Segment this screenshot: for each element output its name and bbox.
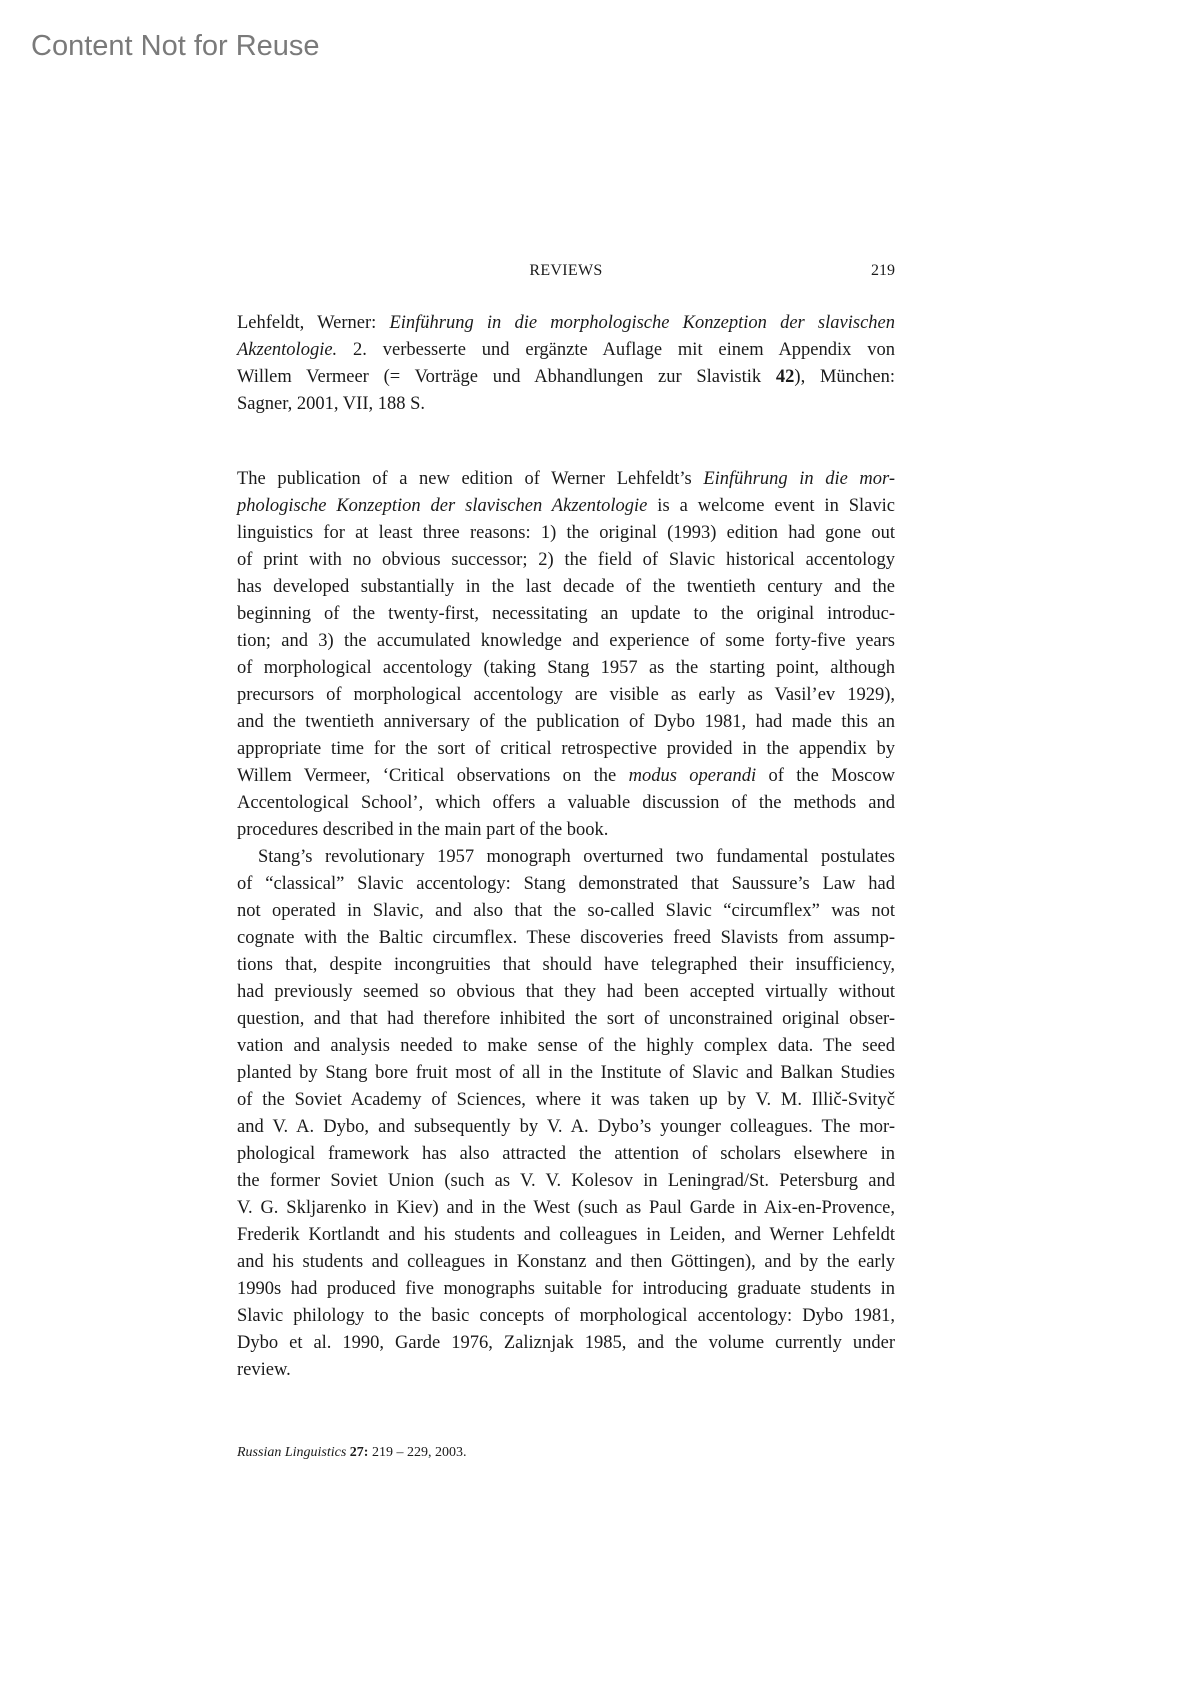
text-segment: question, and that had therefore inhibited the sort of unconstrained original obser-	[237, 1009, 895, 1029]
running-head	[237, 262, 895, 286]
text-segment: Frederik Kortlandt and his students and colleagues in Leiden, and Werner Lehfeldt	[237, 1225, 895, 1245]
text-line	[237, 1330, 895, 1357]
text-line	[237, 952, 895, 979]
text-line	[237, 1114, 895, 1141]
text-line	[237, 574, 895, 601]
text-segment: 2. verbesserte und ergänzte Auflage mit einem Appendix von	[337, 340, 895, 360]
text-line	[237, 1006, 895, 1033]
text-segment: Slavic philology to the basic concepts of morphological accentology: Dybo 1981,	[237, 1306, 895, 1326]
text-line	[237, 1195, 895, 1222]
text-segment: phological framework has also attracted the attention of scholars elsewhere in	[237, 1144, 895, 1164]
text-segment: has developed substantially in the last decade of the twentieth century and the	[237, 577, 895, 597]
text-line	[237, 628, 895, 655]
text-segment: review.	[237, 1360, 291, 1380]
text-line	[237, 1303, 895, 1330]
text-segment: Einführung in die mor-	[703, 469, 895, 489]
text-segment: tion; and 3) the accumulated knowledge and experience of some forty-five years	[237, 631, 895, 651]
text-segment: ), München:	[794, 367, 895, 387]
text-line	[237, 310, 895, 337]
text-segment: not operated in Slavic, and also that the so-called Slavic “circumflex” was not	[237, 901, 895, 921]
text-segment: Willem Vermeer (= Vorträge und Abhandlungen zur Slavistik	[237, 367, 776, 387]
text-line	[237, 391, 895, 418]
text-segment: and V. A. Dybo, and subsequently by V. A. Dybo’s younger colleagues. The mor-	[237, 1117, 895, 1137]
text-segment: 42	[775, 367, 795, 387]
text-segment: phologische Konzeption der slavischen Akzentologie	[237, 496, 648, 516]
text-line	[237, 925, 895, 952]
text-line	[237, 790, 895, 817]
text-segment: the former Soviet Union (such as V. V. Kolesov in Leningrad/St. Petersburg and	[237, 1171, 895, 1191]
text-line	[237, 493, 895, 520]
text-segment: and the twentieth anniversary of the publication of Dybo 1981, had made this an	[237, 712, 895, 732]
text-segment: of morphological accentology (taking Stang 1957 as the starting point, although	[237, 658, 895, 678]
text-segment: Lehfeldt, Werner:	[237, 313, 390, 333]
text-segment: V. G. Skljarenko in Kiev) and in the West (such as Paul Garde in Aix-en-Provence,	[237, 1198, 895, 1218]
text-segment: had previously seemed so obvious that they had been accepted virtually without	[237, 982, 895, 1002]
text-segment: tions that, despite incongruities that should have telegraphed their insufficiency,	[237, 955, 895, 975]
text-line	[237, 1168, 895, 1195]
text-segment: planted by Stang bore fruit most of all in the Institute of Slavic and Balkan Studies	[237, 1063, 895, 1083]
review-body	[237, 466, 895, 1384]
text-line	[237, 1033, 895, 1060]
text-line	[237, 736, 895, 763]
text-segment: Willem Vermeer, ‘Critical observations on the	[237, 766, 629, 786]
text-line	[237, 1060, 895, 1087]
text-line	[237, 520, 895, 547]
text-segment: Stang’s revolutionary 1957 monograph overturned two fundamental postulates	[258, 847, 895, 867]
text-line	[237, 601, 895, 628]
text-segment: modus operandi	[628, 766, 757, 786]
text-segment: procedures described in the main part of the book.	[237, 820, 609, 840]
page-number: 219	[871, 262, 895, 279]
journal-pages: 219 – 229, 2003.	[368, 1445, 467, 1460]
text-line	[237, 682, 895, 709]
text-segment: vation and analysis needed to make sense of the highly complex data. The seed	[237, 1036, 895, 1056]
text-segment: Dybo et al. 1990, Garde 1976, Zaliznjak 1985, and the volume currently under	[237, 1333, 895, 1353]
text-segment: The publication of a new edition of Werner Lehfeldt’s	[237, 469, 704, 489]
text-segment: of “classical” Slavic accentology: Stang demonstrated that Saussure’s Law had	[237, 874, 895, 894]
text-line	[237, 1141, 895, 1168]
text-line	[237, 763, 895, 790]
text-line	[237, 364, 895, 391]
text-line	[237, 979, 895, 1006]
text-segment: cognate with the Baltic circumflex. These discoveries freed Slavists from assump-	[237, 928, 895, 948]
text-line	[237, 1249, 895, 1276]
text-line	[237, 337, 895, 364]
text-line	[237, 709, 895, 736]
text-line	[237, 1276, 895, 1303]
text-segment: Einführung in die morphologische Konzeption der slavischen	[389, 313, 895, 333]
text-line	[237, 1222, 895, 1249]
text-segment: Sagner, 2001, VII, 188 S.	[237, 394, 426, 414]
text-segment: is a welcome event in Slavic	[647, 496, 895, 516]
text-segment: precursors of morphological accentology are visible as early as Vasil’ev 1929),	[237, 685, 895, 705]
text-segment: 1990s had produced five monographs suitable for introducing graduate students in	[237, 1279, 895, 1299]
text-line	[237, 898, 895, 925]
text-segment: and his students and colleagues in Konstanz and then Göttingen), and by the early	[237, 1252, 895, 1272]
text-segment: appropriate time for the sort of critical retrospective provided in the appendix by	[237, 739, 895, 759]
text-line	[237, 817, 895, 844]
text-line	[237, 871, 895, 898]
text-line	[237, 1357, 895, 1384]
text-line	[237, 466, 895, 493]
text-segment: Accentological School’, which offers a valuable discussion of the methods and	[237, 793, 895, 813]
journal-volume: 27:	[349, 1445, 369, 1460]
text-line	[237, 655, 895, 682]
text-segment: of the Soviet Academy of Sciences, where it was taken up by V. M. Illič-Svityč	[237, 1090, 895, 1110]
text-segment: linguistics for at least three reasons: 1) the original (1993) edition had gone out	[237, 523, 895, 543]
running-head-title: REVIEWS	[529, 262, 603, 279]
text-segment: of the Moscow	[756, 766, 896, 786]
text-segment: of print with no obvious successor; 2) the field of Slavic historical accentology	[237, 550, 895, 570]
text-segment: beginning of the twenty-first, necessitating an update to the original introduc-	[237, 604, 895, 624]
review-citation	[237, 310, 895, 418]
journal-footer	[237, 1445, 466, 1461]
text-line	[237, 547, 895, 574]
watermark: Content Not for Reuse	[31, 30, 320, 62]
text-line	[237, 1087, 895, 1114]
text-segment: Akzentologie.	[237, 340, 338, 360]
text-line	[237, 844, 895, 871]
journal-name: Russian Linguistics	[237, 1445, 347, 1460]
